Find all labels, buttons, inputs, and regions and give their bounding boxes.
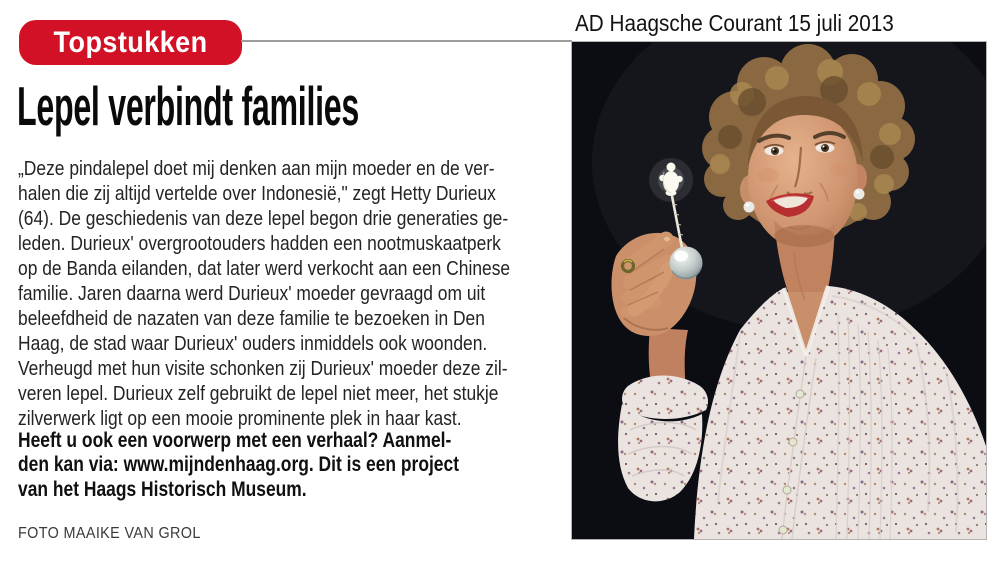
body-line: zilverwerk ligt op een mooie prominente plek in haar kast.	[18, 407, 462, 430]
body-line: familie. Jaren daarna werd Durieux' moeder gevraagd om uit	[18, 282, 486, 305]
body-line: Haag, de stad waar Durieux' ouders inmiddels ook woonden.	[18, 332, 488, 355]
portrait-photo	[572, 42, 986, 539]
section-badge-label: Topstukken	[53, 25, 208, 59]
body-line: veren lepel. Durieux zelf gebruikt de lepel niet meer, het stukje	[18, 382, 499, 405]
body-line: halen die zij altijd vertelde over Indonesië," zegt Hetty Durieux	[18, 182, 496, 205]
body-line: (64). De geschiedenis van deze lepel begon drie generaties ge-	[18, 207, 509, 230]
portrait-illustration	[572, 42, 986, 539]
article-body	[18, 156, 510, 431]
publication-date: AD Haagsche Courant 15 juli 2013	[575, 10, 894, 36]
divider-line	[241, 40, 572, 42]
article-headline: Lepel verbindt families	[17, 75, 359, 137]
body-line: op de Banda eilanden, dat later werd verkocht aan een Chinese	[18, 257, 511, 280]
body-line: leden. Durieux' overgrootouders hadden een nootmuskaatperk	[18, 232, 501, 255]
body-line: beleefdheid de nazaten van deze familie te bezoeken in Den	[18, 307, 485, 330]
body-line: „Deze pindalepel doet mij denken aan mijn moeder en de ver-	[18, 157, 495, 180]
cta-line: Heeft u ook een voorwerp met een verhaal? Aanmel-	[18, 429, 452, 452]
cta-line: den kan via: www.mijndenhaag.org. Dit is een project	[18, 453, 460, 477]
section-badge	[19, 20, 242, 65]
body-line: Verheugd met hun visite schonken zij Durieux' moeder deze zil-	[18, 357, 508, 380]
cta-line: van het Haags Historisch Museum.	[18, 477, 307, 501]
photo-credit: FOTO MAAIKE VAN GROL	[18, 525, 201, 542]
call-to-action	[18, 429, 459, 502]
